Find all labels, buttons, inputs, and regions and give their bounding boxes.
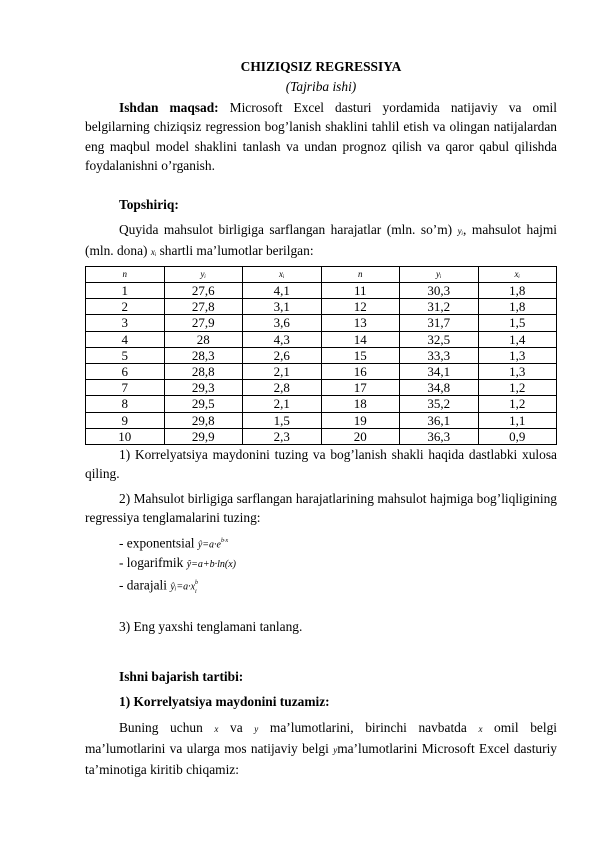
table-row xyxy=(86,412,557,428)
table-cell: 10 xyxy=(86,428,165,444)
step1-var-x2: x xyxy=(478,723,483,734)
task-text-1: Quyida mahsulot birligiga sarflangan harajatlar (mln. so’m) xyxy=(119,222,458,238)
header-y-1: yᵢ xyxy=(164,266,243,282)
table-cell: 2,1 xyxy=(243,396,322,412)
table-cell: 19 xyxy=(321,412,400,428)
table-cell: 4,3 xyxy=(243,331,322,347)
table-cell: 1,4 xyxy=(478,331,557,347)
table-cell: 1,2 xyxy=(478,396,557,412)
item-1: 1) Korrelyatsiya maydonini tuzing va bog’lanish shakli haqida dastlabki xulosa qiling. xyxy=(85,447,557,482)
table-cell: 5 xyxy=(86,347,165,363)
step-1-heading: 1) Korrelyatsiya maydonini tuzamiz: xyxy=(119,694,330,710)
table-header-row xyxy=(86,266,557,282)
table-cell: 1,2 xyxy=(478,380,557,396)
step1-var-y2: y xyxy=(333,744,338,755)
document-title: CHIZIQSIZ REGRESSIYA xyxy=(240,59,402,74)
aim-label: Ishdan maqsad: xyxy=(119,100,219,115)
table-row xyxy=(86,283,557,299)
table-cell: 2,1 xyxy=(243,364,322,380)
eq3-sup: b xyxy=(195,580,199,587)
table-cell: 32,5 xyxy=(400,331,479,347)
table-cell: 1,1 xyxy=(478,412,557,428)
table-cell: 36,3 xyxy=(400,428,479,444)
table-cell: 8 xyxy=(86,396,165,412)
step1-var-x: x xyxy=(214,723,219,734)
table-cell: 1,8 xyxy=(478,283,557,299)
table-cell: 15 xyxy=(321,347,400,363)
spacer xyxy=(85,601,557,617)
table-row xyxy=(86,331,557,347)
table-cell: 0,9 xyxy=(478,428,557,444)
task-var-x: xᵢ xyxy=(150,247,157,258)
step1-text-3: ma’lumotlarini, birinchi navbatda xyxy=(258,719,479,735)
eq1-exponent: b·x xyxy=(220,537,229,544)
table-cell: 1,3 xyxy=(478,364,557,380)
spacer xyxy=(85,176,557,195)
document-page xyxy=(85,58,557,780)
table-cell: 34,1 xyxy=(400,364,479,380)
table-cell: 3,6 xyxy=(243,315,322,331)
header-x-2: xᵢ xyxy=(478,266,557,282)
eq2-formula: ŷ=a+b·ln(x) xyxy=(186,559,236,571)
table-cell: 4,1 xyxy=(243,283,322,299)
table-cell: 18 xyxy=(321,396,400,412)
table-cell: 29,8 xyxy=(164,412,243,428)
header-n-1: n xyxy=(86,266,165,282)
table-cell: 27,6 xyxy=(164,283,243,299)
table-cell: 9 xyxy=(86,412,165,428)
table-cell: 36,1 xyxy=(400,412,479,428)
table-cell: 14 xyxy=(321,331,400,347)
table-row xyxy=(86,315,557,331)
table-cell: 16 xyxy=(321,364,400,380)
table-row xyxy=(86,347,557,363)
step1-var-y: y xyxy=(254,723,259,734)
table-row xyxy=(86,396,557,412)
item-3: 3) Eng yaxshi tenglamani tanlang. xyxy=(119,619,303,635)
table-cell: 33,3 xyxy=(400,347,479,363)
task-label: Topshiriq: xyxy=(119,196,179,212)
table-cell: 2,3 xyxy=(243,428,322,444)
task-text-2: , mahsulot hajmi (mln. dona) xyxy=(85,222,557,259)
table-row xyxy=(86,380,557,396)
table-cell: 1 xyxy=(86,283,165,299)
table-cell: 2,6 xyxy=(243,347,322,363)
spacer xyxy=(85,637,557,667)
table-cell: 17 xyxy=(321,380,400,396)
step1-text-5: ma’lumotlarini Microsoft Excel dasturiy ta’minotiga kiritib chiqamiz: xyxy=(85,740,557,778)
order-heading: Ishni bajarish tartibi: xyxy=(119,668,244,684)
table-cell: 4 xyxy=(86,331,165,347)
table-cell: 2,8 xyxy=(243,380,322,396)
eq2-label: - logarifmik xyxy=(119,555,187,571)
table-cell: 12 xyxy=(321,299,400,315)
task-paragraph xyxy=(85,220,557,263)
table-row xyxy=(86,428,557,444)
eq3-sub: i xyxy=(195,589,197,596)
table-cell: 1,3 xyxy=(478,347,557,363)
table-cell: 3 xyxy=(86,315,165,331)
document-subtitle: (Tajriba ishi) xyxy=(285,79,357,94)
step1-text-2: va xyxy=(218,719,255,735)
equation-logarithmic xyxy=(85,554,557,574)
eq3-label: - darajali xyxy=(119,577,171,593)
table-cell: 27,9 xyxy=(164,315,243,331)
step-1-paragraph xyxy=(85,718,557,780)
eq1-formula: ŷ=a·e xyxy=(197,539,221,551)
table-cell: 35,2 xyxy=(400,396,479,412)
equation-power xyxy=(85,574,557,601)
table-cell: 7 xyxy=(86,380,165,396)
table-cell: 1,8 xyxy=(478,299,557,315)
eq3-formula: ŷᵢ=a·x xyxy=(170,581,196,593)
step1-text-1: Buning uchun xyxy=(119,719,215,735)
step1-text-4: omil belgi ma’lumotlarini va ularga mos natijaviy belgi xyxy=(85,719,558,756)
table-cell: 6 xyxy=(86,364,165,380)
table-cell: 11 xyxy=(321,283,400,299)
table-row xyxy=(86,299,557,315)
table-cell: 13 xyxy=(321,315,400,331)
aim-text: Microsoft Excel dasturi yordamida natijaviy va omil belgilarning chiziqsiz regression bog’lanish shaklini tahlil etish va olingan natijalardan eng maqbul model shaklini tanlash va undan prognoz qilish va qaror qabul qilishda foydalanishni o’rganish. xyxy=(85,100,557,174)
table-cell: 28 xyxy=(164,331,243,347)
table-cell: 28,3 xyxy=(164,347,243,363)
table-cell: 31,7 xyxy=(400,315,479,331)
table-cell: 2 xyxy=(86,299,165,315)
task-heading-line xyxy=(85,195,557,214)
eq1-label: - exponentsial xyxy=(119,535,198,551)
data-table xyxy=(85,266,557,445)
table-cell: 29,9 xyxy=(164,428,243,444)
header-y-2: yᵢ xyxy=(400,266,479,282)
table-cell: 28,8 xyxy=(164,364,243,380)
table-row xyxy=(86,364,557,380)
table-cell: 3,1 xyxy=(243,299,322,315)
equation-exponential xyxy=(85,532,557,554)
header-x-1: xᵢ xyxy=(243,266,322,282)
table-cell: 29,3 xyxy=(164,380,243,396)
task-var-y: yᵢ xyxy=(457,226,464,237)
table-cell: 30,3 xyxy=(400,283,479,299)
aim-paragraph xyxy=(85,98,557,176)
table-cell: 20 xyxy=(321,428,400,444)
item-2: 2) Mahsulot birligiga sarflangan harajatlarining mahsulot hajmiga bog’liqligining regressiya tenglamalarini tuzing: xyxy=(85,490,557,526)
table-body xyxy=(86,283,557,445)
table-cell: 34,8 xyxy=(400,380,479,396)
header-n-2: n xyxy=(321,266,400,282)
task-text-3: shartli ma’lumotlar berilgan: xyxy=(156,243,314,259)
table-cell: 27,8 xyxy=(164,299,243,315)
table-cell: 31,2 xyxy=(400,299,479,315)
table-cell: 1,5 xyxy=(478,315,557,331)
table-cell: 29,5 xyxy=(164,396,243,412)
table-cell: 1,5 xyxy=(243,412,322,428)
